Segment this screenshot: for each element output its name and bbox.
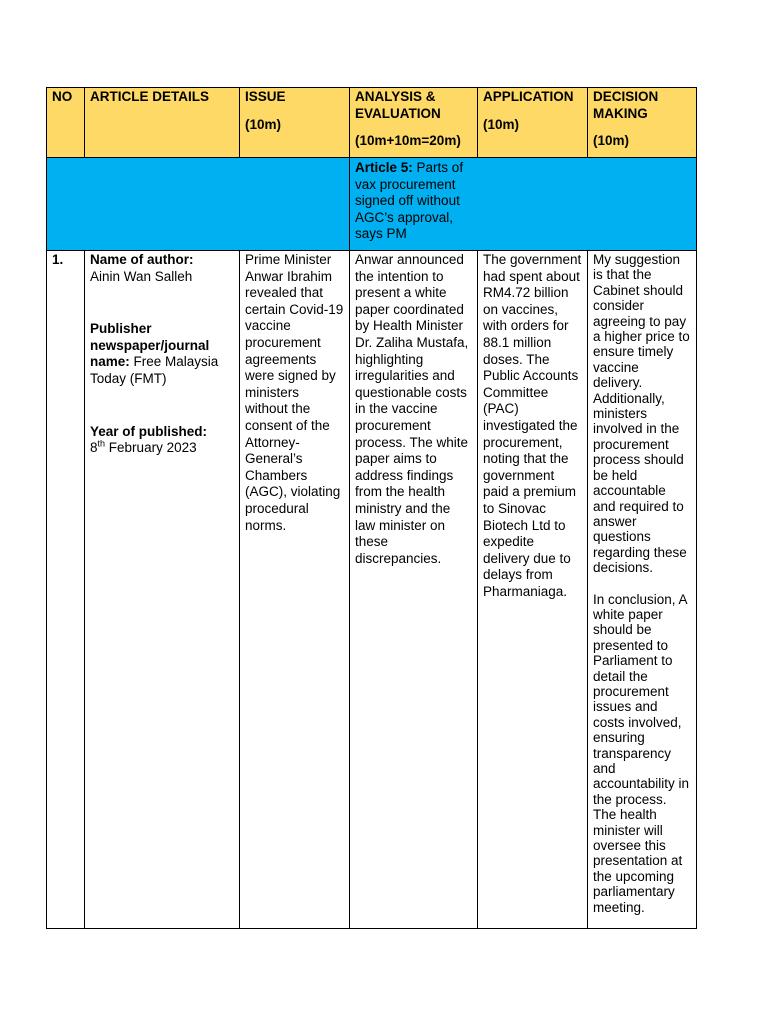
article-label: Article 5: <box>355 160 413 175</box>
year-label: Year of published: <box>90 423 208 439</box>
header-no: NO <box>47 88 85 158</box>
article-banner-row <box>47 158 697 251</box>
decision-paragraph-1: My suggestion is that the Cabinet should consider agreeing to pay a higher price to ensure timely vaccine delivery. Additionally, ministers involved in the procurement process should be held accountable and required to answer questions regarding these decisions. <box>593 252 690 576</box>
article-title: Parts of vax procurement signed off without AGC’s approval, says PM <box>355 160 464 242</box>
banner-spacer-right <box>478 158 697 251</box>
header-row <box>47 88 697 158</box>
article-title-cell <box>350 158 478 251</box>
author-label: Name of author: <box>90 252 194 267</box>
publisher-name: Free Malaysia Today (FMT) <box>90 354 219 386</box>
analysis-cell: Anwar announced the intention to present a white paper coordinated by Health Minister Dr. Zaliha Mustafa, highlighting irregularities and questionable costs in the vaccine procurement process. The white paper aims to address findings from the health ministry and the law minister on these discrepancies. <box>350 251 478 929</box>
decision-paragraph-2: In conclusion, A white paper should be presented to Parliament to detail the procurement issues and costs involved, ensuring transparency and accountability in the process. The health minister will oversee this presentation at the upcoming parliamentary meeting. <box>593 591 690 915</box>
header-decision: DECISION MAKING (10m) <box>588 88 697 158</box>
row-number: 1. <box>47 251 85 929</box>
header-article-details: ARTICLE DETAILS <box>85 88 240 158</box>
header-application: APPLICATION (10m) <box>478 88 588 158</box>
publisher-label-name: name: <box>90 354 130 370</box>
application-cell: The government had spent about RM4.72 billion on vaccines, with orders for 88.1 million doses. The Public Accounts Committee (PAC) investigated the procurement, noting that the government paid a premium to Sinovac Biotech Ltd to expedite delivery due to delays from Pharmaniaga. <box>478 251 588 929</box>
header-issue: ISSUE (10m) <box>240 88 350 158</box>
table-row <box>47 251 697 929</box>
issue-cell: Prime Minister Anwar Ibrahim revealed that certain Covid-19 vaccine procurement agreements were signed by ministers without the consent of the Attorney-General’s Chambers (AGC), violating procedural norms. <box>240 251 350 929</box>
analysis-table <box>46 87 697 929</box>
author-name: Ainin Wan Salleh <box>90 268 193 284</box>
header-analysis: ANALYSIS & EVALUATION (10m+10m=20m) <box>350 88 478 158</box>
banner-spacer-left <box>47 158 350 251</box>
decision-cell <box>588 251 697 929</box>
publish-date: 8th February 2023 <box>90 438 197 456</box>
article-details-cell <box>85 251 240 929</box>
publisher-label: Publisher newspaper/journal <box>90 321 210 353</box>
